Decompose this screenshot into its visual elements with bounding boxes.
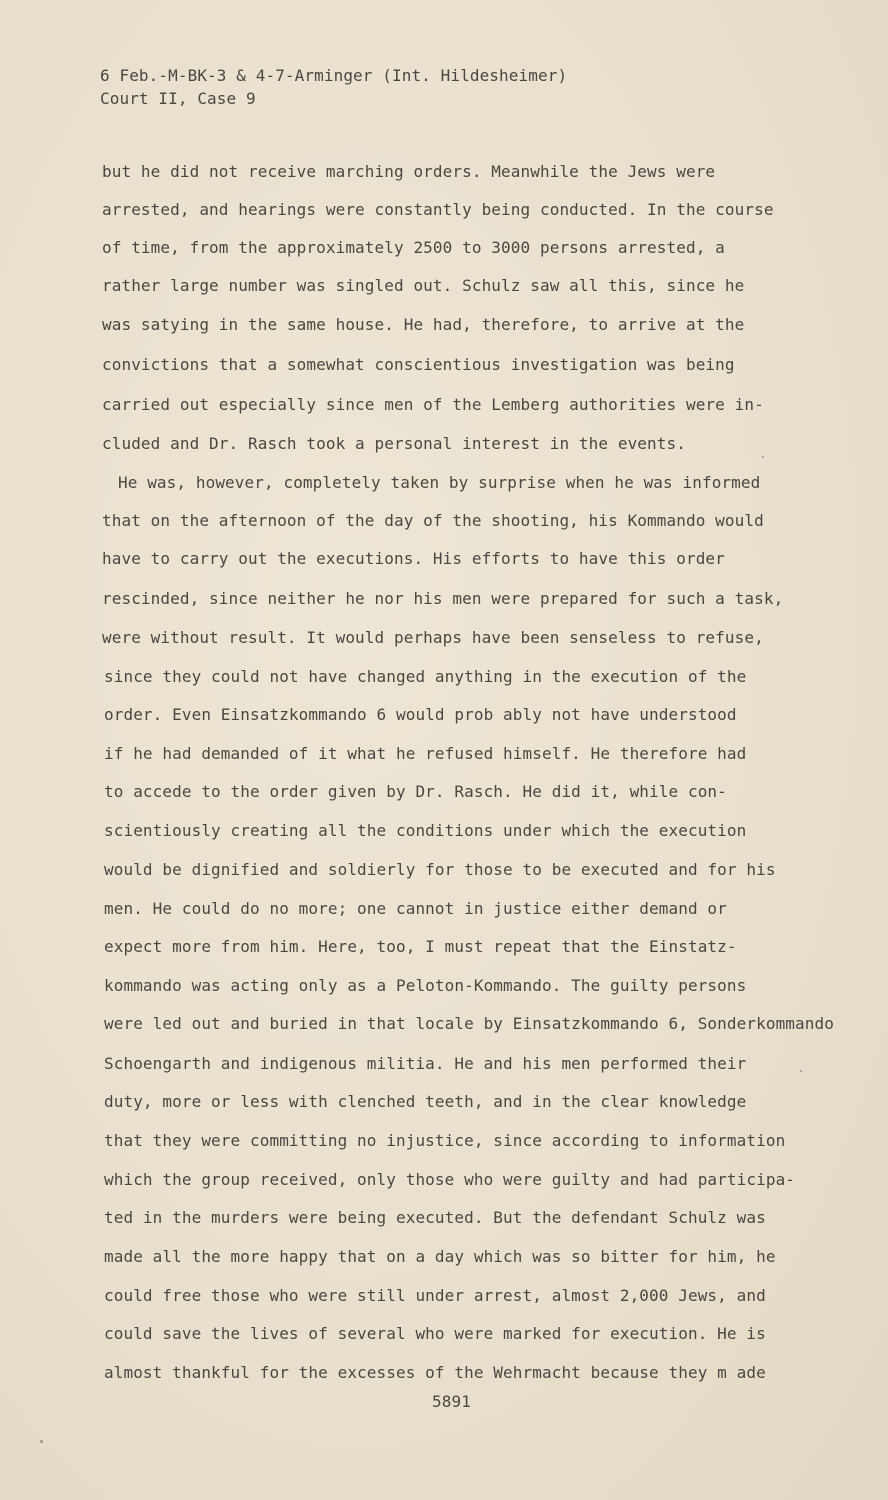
paper-speck (800, 1070, 802, 1072)
body-line: could save the lives of several who were marked for execution. He is (104, 1324, 766, 1343)
body-line: have to carry out the executions. His efforts to have this order (102, 549, 725, 568)
body-line: convictions that a somewhat conscientious investigation was being (102, 355, 735, 374)
paper-speck (762, 456, 764, 458)
body-line: men. He could do no more; one cannot in justice either demand or (104, 899, 727, 918)
body-line: cluded and Dr. Rasch took a personal interest in the events. (102, 434, 686, 453)
document-header (100, 64, 567, 110)
body-line: was satying in the same house. He had, therefore, to arrive at the (102, 315, 745, 334)
body-line: He was, however, completely taken by surprise when he was informed (118, 473, 761, 492)
body-line: would be dignified and soldierly for those to be executed and for his (104, 860, 776, 879)
body-line: that they were committing no injustice, since according to information (104, 1131, 786, 1150)
body-line: arrested, and hearings were constantly being conducted. In the course (102, 200, 774, 219)
body-line: rescinded, since neither he nor his men were prepared for such a task, (102, 589, 784, 608)
body-line: since they could not have changed anything in the execution of the (104, 667, 747, 686)
header-case-reference: 6 Feb.-M-BK-3 & 4-7-Arminger (Int. Hildesheimer) (100, 66, 568, 85)
body-line: almost thankful for the excesses of the Wehrmacht because they m ade (104, 1363, 766, 1382)
body-line: carried out especially since men of the Lemberg authorities were in- (102, 395, 764, 414)
page-number: 5891 (432, 1392, 471, 1411)
body-line: rather large number was singled out. Schulz saw all this, since he (102, 276, 745, 295)
body-line: of time, from the approximately 2500 to 3000 persons arrested, a (102, 238, 725, 257)
body-line: could free those who were still under arrest, almost 2,000 Jews, and (104, 1286, 766, 1305)
body-line: scientiously creating all the conditions under which the execution (104, 821, 747, 840)
body-line: order. Even Einsatzkommando 6 would prob ably not have understood (104, 705, 737, 724)
body-line: kommando was acting only as a Peloton-Kommando. The guilty persons (104, 976, 747, 995)
paper-speck (40, 1440, 43, 1443)
body-line: to accede to the order given by Dr. Rasch. He did it, while con- (104, 782, 727, 801)
body-line: were led out and buried in that locale by Einsatzkommando 6, Sonderkommando (104, 1014, 834, 1033)
body-line: if he had demanded of it what he refused himself. He therefore had (104, 744, 747, 763)
body-line: that on the afternoon of the day of the shooting, his Kommando would (102, 511, 764, 530)
body-line: duty, more or less with clenched teeth, and in the clear knowledge (104, 1092, 747, 1111)
body-line: made all the more happy that on a day which was so bitter for him, he (104, 1247, 776, 1266)
body-line: expect more from him. Here, too, I must repeat that the Einstatz- (104, 937, 737, 956)
header-court: Court II, Case 9 (100, 89, 256, 108)
body-line: but he did not receive marching orders. Meanwhile the Jews were (102, 162, 716, 181)
body-line: were without result. It would perhaps have been senseless to refuse, (102, 628, 764, 647)
body-line: ted in the murders were being executed. But the defendant Schulz was (104, 1208, 766, 1227)
body-line: which the group received, only those who were guilty and had participa- (104, 1170, 796, 1189)
body-line: Schoengarth and indigenous militia. He and his men performed their (104, 1054, 747, 1073)
